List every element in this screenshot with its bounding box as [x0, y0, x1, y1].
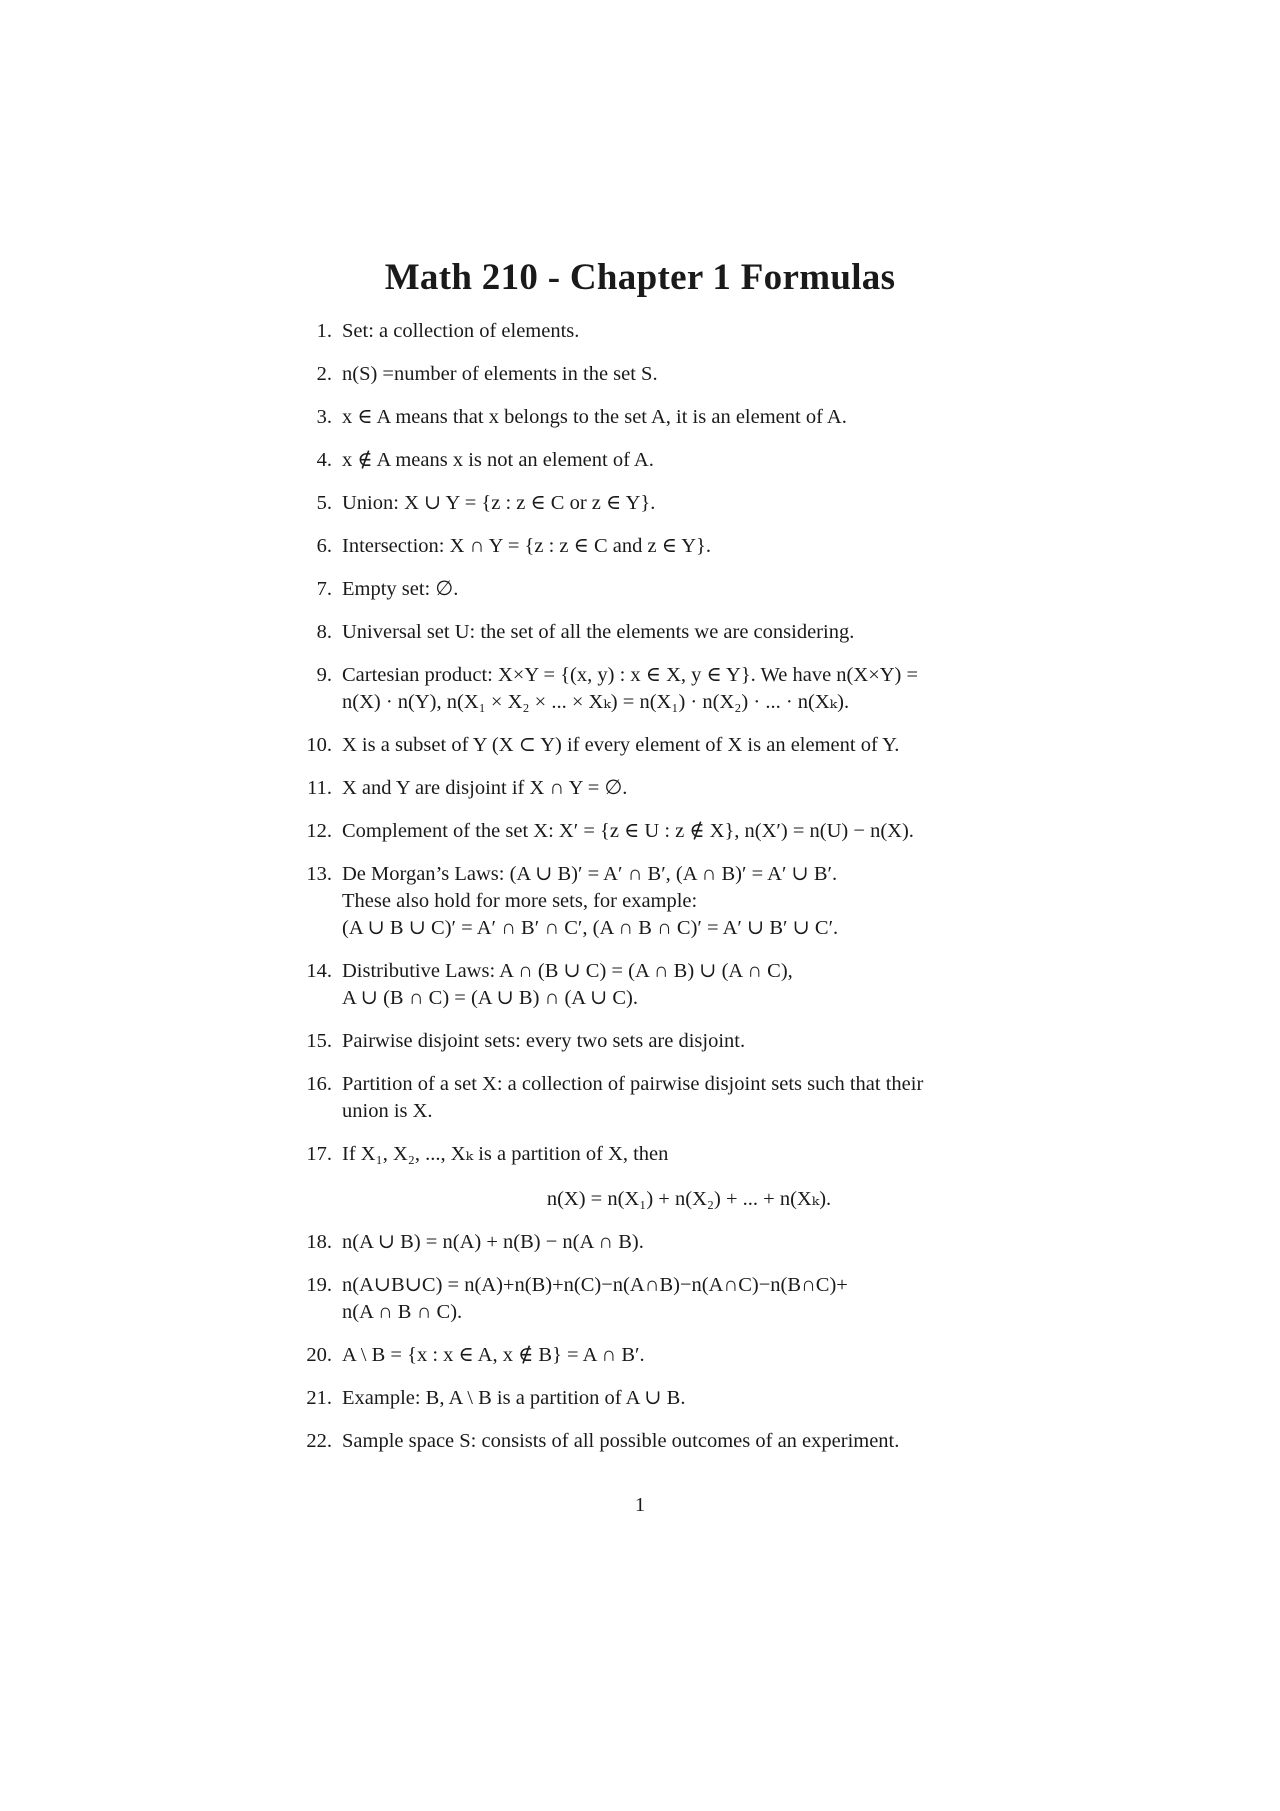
item-number: 9.: [316, 664, 332, 686]
formula-item: [296, 404, 1036, 431]
item-text-line: Union: X ∪ Y = {z : z ∈ C or z ∈ Y}.: [342, 492, 656, 514]
item-text-line: Sample space S: consists of all possible outcomes of an experiment.: [342, 1430, 900, 1452]
item-text-line: x ∈ A means that x belongs to the set A, it is an element of A.: [342, 406, 847, 428]
formula-item: [296, 318, 1036, 345]
item-text-line: X is a subset of Y (X ⊂ Y) if every element of X is an element of Y.: [342, 734, 900, 756]
formula-item: [296, 775, 1036, 802]
item-text-line: A ∪ (B ∩ C) = (A ∪ B) ∩ (A ∪ C).: [342, 987, 638, 1009]
formula-item: [296, 1028, 1036, 1055]
formula-item: [296, 447, 1036, 474]
formula-item: [296, 1141, 1036, 1213]
item-text-line: Partition of a set X: a collection of pairwise disjoint sets such that their: [342, 1073, 924, 1095]
item-text-line: X and Y are disjoint if X ∩ Y = ∅.: [342, 777, 628, 799]
item-number: 8.: [316, 621, 332, 643]
item-number: 12.: [306, 820, 332, 842]
item-number: 7.: [316, 578, 332, 600]
item-number: 20.: [306, 1344, 332, 1366]
formula-item: [296, 818, 1036, 845]
formula-item: [296, 958, 1036, 1012]
item-text-line: n(A ∪ B) = n(A) + n(B) − n(A ∩ B).: [342, 1231, 644, 1253]
item-number: 19.: [306, 1274, 332, 1296]
item-text-line: (A ∪ B ∪ C)′ = A′ ∩ B′ ∩ C′, (A ∩ B ∩ C)′ = A′ ∪ B′ ∪ C′.: [342, 917, 839, 939]
formula-item: [296, 619, 1036, 646]
item-number: 13.: [306, 863, 332, 885]
item-text-line: A \ B = {x : x ∈ A, x ∉ B} = A ∩ B′.: [342, 1344, 645, 1366]
formula-item: [296, 861, 1036, 942]
page-number: 1: [634, 1494, 646, 1516]
formula-list: [296, 318, 1036, 1471]
item-number: 22.: [306, 1430, 332, 1452]
formula-item: [296, 490, 1036, 517]
item-text-line: n(X) · n(Y), n(X₁ × X₂ × ... × Xₖ) = n(X₁) · n(X₂) · ... · n(Xₖ).: [342, 691, 850, 713]
item-text-line: Pairwise disjoint sets: every two sets are disjoint.: [342, 1030, 746, 1052]
item-text-line: n(S) =number of elements in the set S.: [342, 363, 658, 385]
item-text-line: Universal set U: the set of all the elements we are considering.: [342, 621, 855, 643]
item-text-line: Intersection: X ∩ Y = {z : z ∈ C and z ∈ Y}.: [342, 535, 711, 557]
item-text-line: Cartesian product: X×Y = {(x, y) : x ∈ X, y ∈ Y}. We have n(X×Y) =: [342, 664, 919, 686]
item-text-line: Distributive Laws: A ∩ (B ∪ C) = (A ∩ B) ∪ (A ∩ C),: [342, 960, 793, 982]
page-title: Math 210 - Chapter 1 Formulas: [384, 257, 896, 298]
formula-item: [296, 732, 1036, 759]
item-text-line: Complement of the set X: X′ = {z ∈ U : z ∉ X}, n(X′) = n(U) − n(X).: [342, 820, 914, 842]
formula-item: [296, 1229, 1036, 1256]
formula-item: [296, 1428, 1036, 1455]
item-number: 14.: [306, 960, 332, 982]
formula-item: [296, 533, 1036, 560]
formula-item: [296, 1385, 1036, 1412]
formula-item: [296, 662, 1036, 716]
formula-item: [296, 1272, 1036, 1326]
item-number: 1.: [316, 320, 332, 342]
item-number: 18.: [306, 1231, 332, 1253]
item-text-line: union is X.: [342, 1100, 433, 1122]
item-text-line: De Morgan’s Laws: (A ∪ B)′ = A′ ∩ B′, (A ∩ B)′ = A′ ∪ B′.: [342, 863, 838, 885]
item-number: 3.: [316, 406, 332, 428]
item-text-line: If X₁, X₂, ..., Xₖ is a partition of X, then: [342, 1143, 669, 1165]
formula-item: [296, 576, 1036, 603]
item-number: 15.: [306, 1030, 332, 1052]
formula-item: [296, 361, 1036, 388]
item-text-line: Set: a collection of elements.: [342, 320, 580, 342]
formula-item: [296, 1071, 1036, 1125]
item-number: 4.: [316, 449, 332, 471]
item-number: 11.: [307, 777, 332, 799]
item-number: 21.: [306, 1387, 332, 1409]
display-equation: n(X) = n(X₁) + n(X₂) + ... + n(Xₖ).: [546, 1188, 832, 1210]
item-number: 5.: [316, 492, 332, 514]
item-number: 6.: [316, 535, 332, 557]
item-text-line: Example: B, A \ B is a partition of A ∪ B.: [342, 1387, 686, 1409]
formula-item: [296, 1342, 1036, 1369]
item-number: 16.: [306, 1073, 332, 1095]
item-number: 17.: [306, 1143, 332, 1165]
item-text-line: x ∉ A means x is not an element of A.: [342, 449, 654, 471]
item-text-line: n(A ∩ B ∩ C).: [342, 1301, 463, 1323]
item-number: 10.: [306, 734, 332, 756]
item-text-line: n(A∪B∪C) = n(A)+n(B)+n(C)−n(A∩B)−n(A∩C)−n(B∩C)+: [342, 1274, 848, 1296]
item-text-line: Empty set: ∅.: [342, 578, 459, 600]
item-text-line: These also hold for more sets, for example:: [342, 890, 698, 912]
item-number: 2.: [316, 363, 332, 385]
